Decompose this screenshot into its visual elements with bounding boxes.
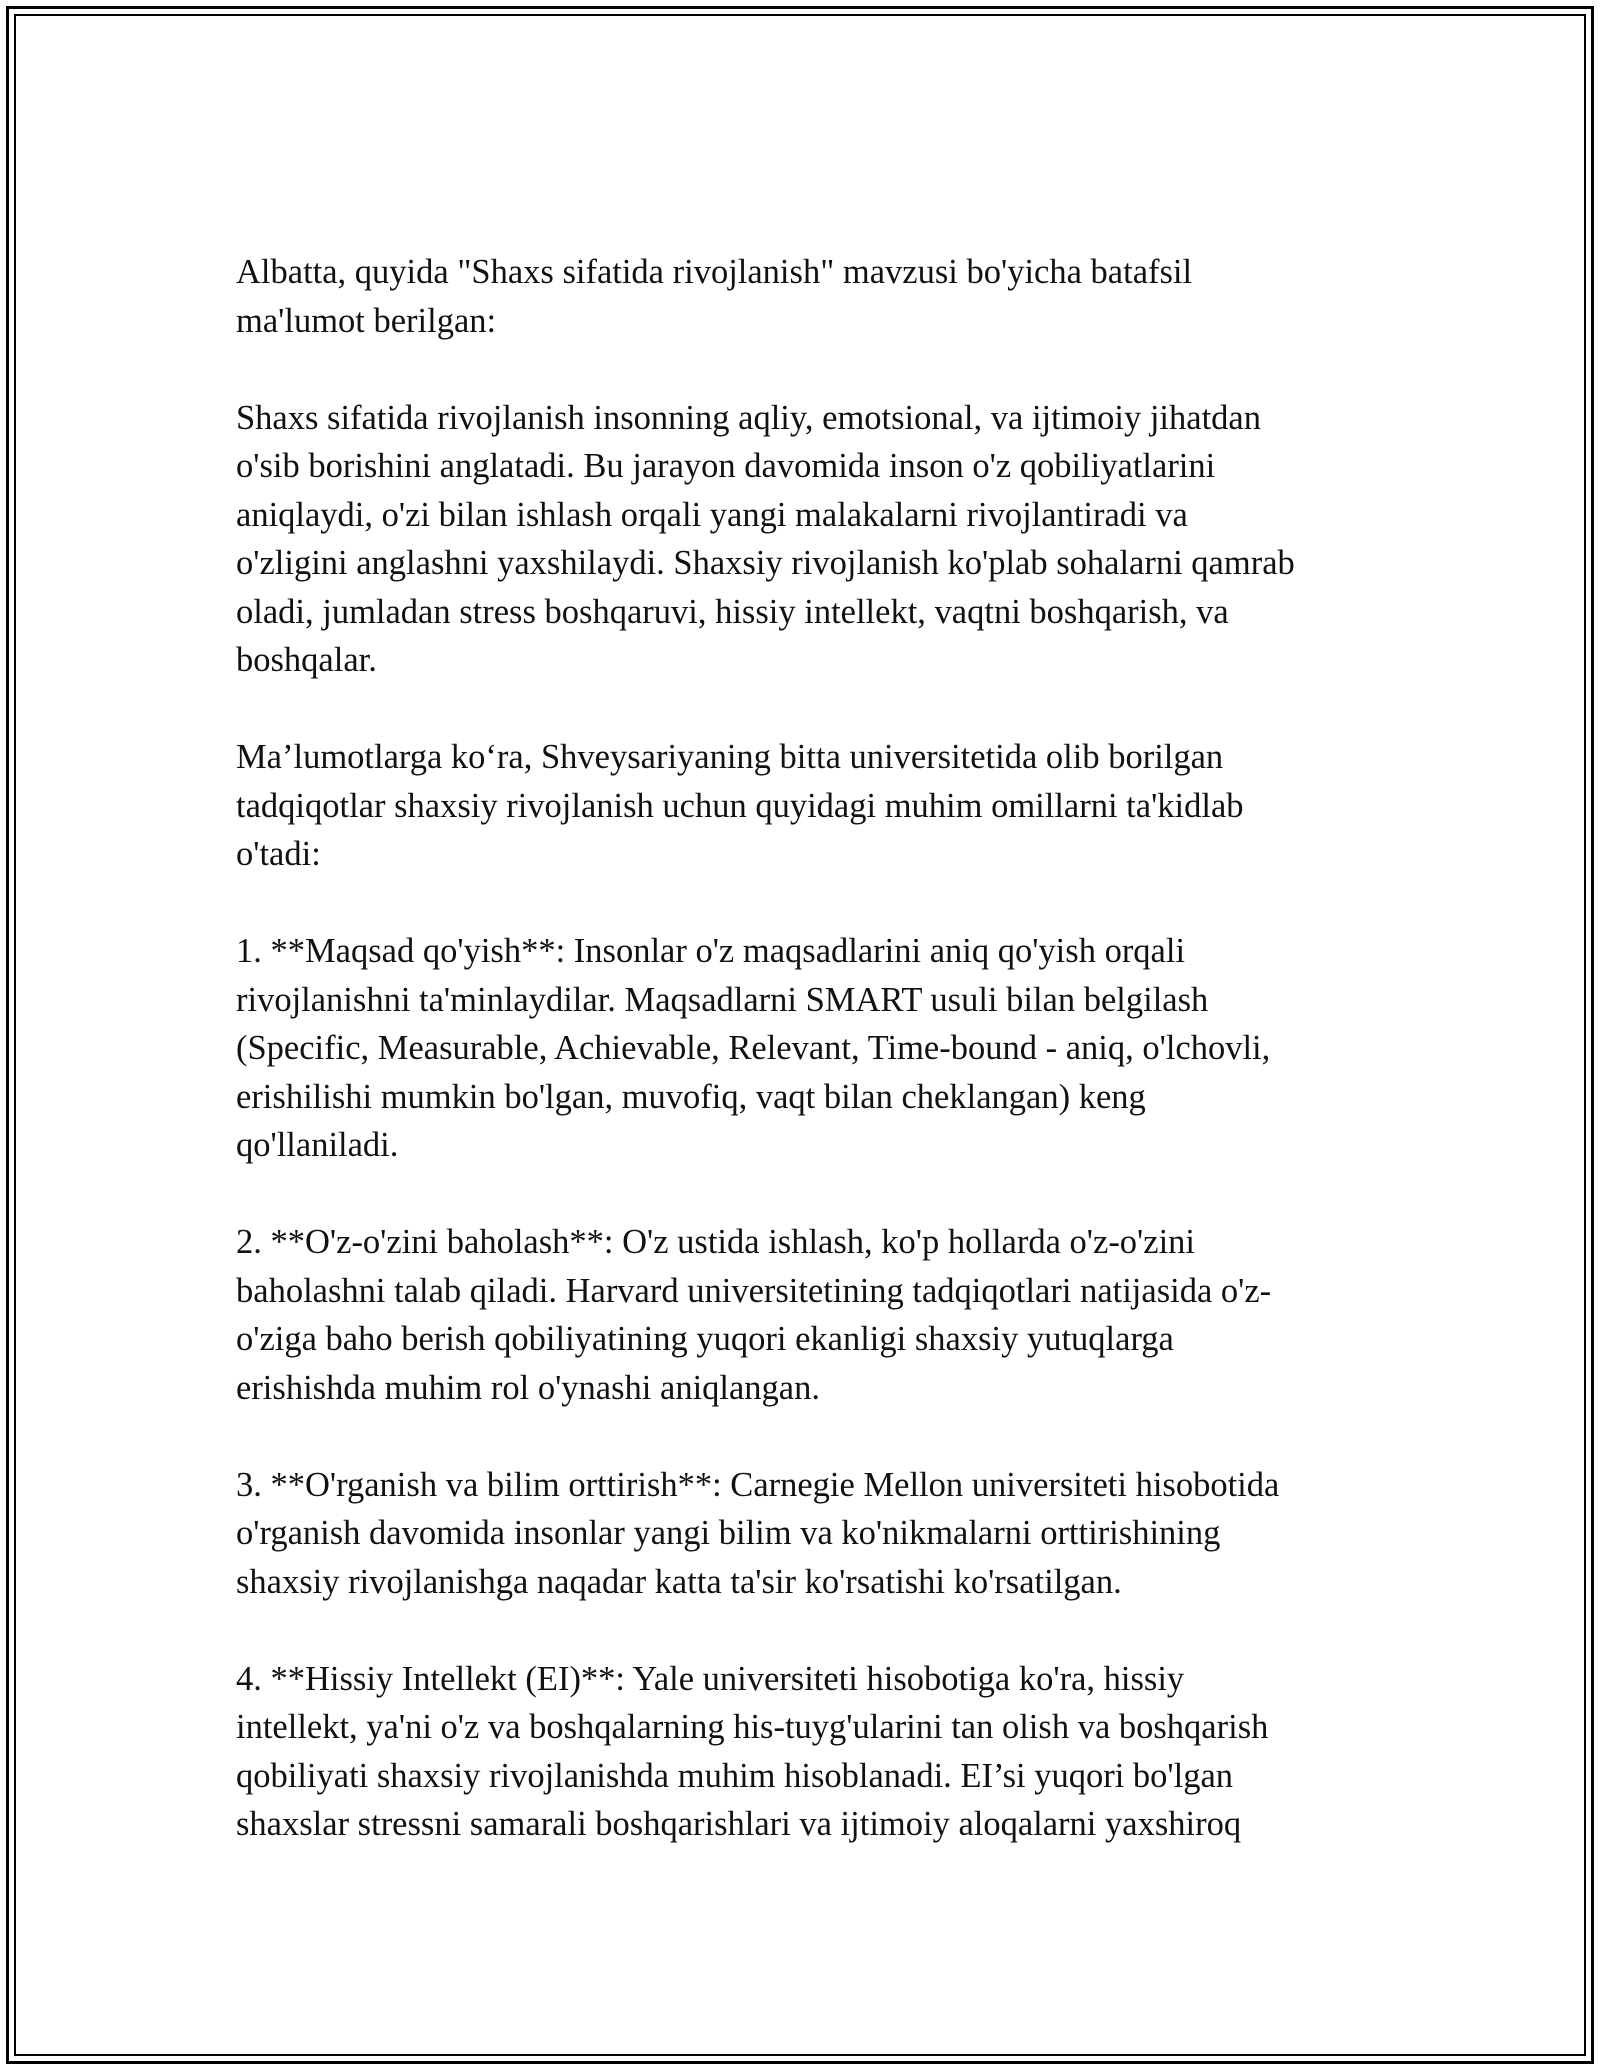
research-intro-paragraph: Ma’lumotlarga ko‘ra, Shveysariyaning bitta universitetida olib borilgan tadqiqotlar shaxsiy rivojlanish uchun quyidagi muhim omillarni ta'kidlab o'tadi: <box>236 738 1244 873</box>
list-item-self-assessment: 2. **O'z-o'zini baholash**: O'z ustida ishlash, ko'p hollarda o'z-o'zini baholashni talab qiladi. Harvard universitetining tadqiqotlari natijasida o'z- o'ziga baho berish qobiliyatining yuqori ekanligi shaxsiy yutuqlarga erishishda muhim rol o'ynashi aniqlangan. <box>236 1223 1272 1407</box>
document-body <box>236 248 1364 1849</box>
definition-paragraph: Shaxs sifatida rivojlanish insonning aqliy, emotsional, va ijtimoiy jihatdan o'sib borishini anglatadi. Bu jarayon davomida inson o'z qobiliyatlarini aniqlaydi, o'zi bilan ishlash orqali yangi malakalarni rivojlantiradi va o'zligini anglashni yaxshilaydi. Shaxsiy rivojlanish ko'plab sohalarni qamrab oladi, jumladan stress boshqaruvi, hissiy intellekt, vaqtni boshqarish, va boshqalar. <box>236 398 1295 679</box>
list-item-goal-setting: 1. **Maqsad qo'yish**: Insonlar o'z maqsadlarini aniq qo'yish orqali rivojlanishni ta'minlaydilar. Maqsadlarni SMART usuli bilan belgilash (Specific, Measurable, Achievable, Relevant, Time-bound - aniq, o'lchovli, erishilishi mumkin bo'lgan, muvofiq, vaqt bilan cheklangan) keng qo'llaniladi. <box>236 932 1271 1164</box>
list-item-emotional-intelligence: 4. **Hissiy Intellekt (EI)**: Yale universiteti hisobotiga ko'ra, hissiy intellekt, ya'ni o'z va boshqalarning his-tuyg'ularini tan olish va boshqarish qobiliyati shaxsiy rivojlanishda muhim hisoblanadi. EI’si yuqori bo'lgan shaxslar stressni samarali boshqarishlari va ijtimoiy aloqalarni yaxshiroq <box>236 1659 1269 1843</box>
list-item-learning: 3. **O'rganish va bilim orttirish**: Carnegie Mellon universiteti hisobotida o'rganish davomida insonlar yangi bilim va ko'nikmalarni orttirishining shaxsiy rivojlanishga naqadar katta ta'sir ko'rsatishi ko'rsatilgan. <box>236 1465 1280 1601</box>
intro-paragraph: Albatta, quyida "Shaxs sifatida rivojlanish" mavzusi bo'yicha batafsil ma'lumot berilgan: <box>236 253 1193 340</box>
